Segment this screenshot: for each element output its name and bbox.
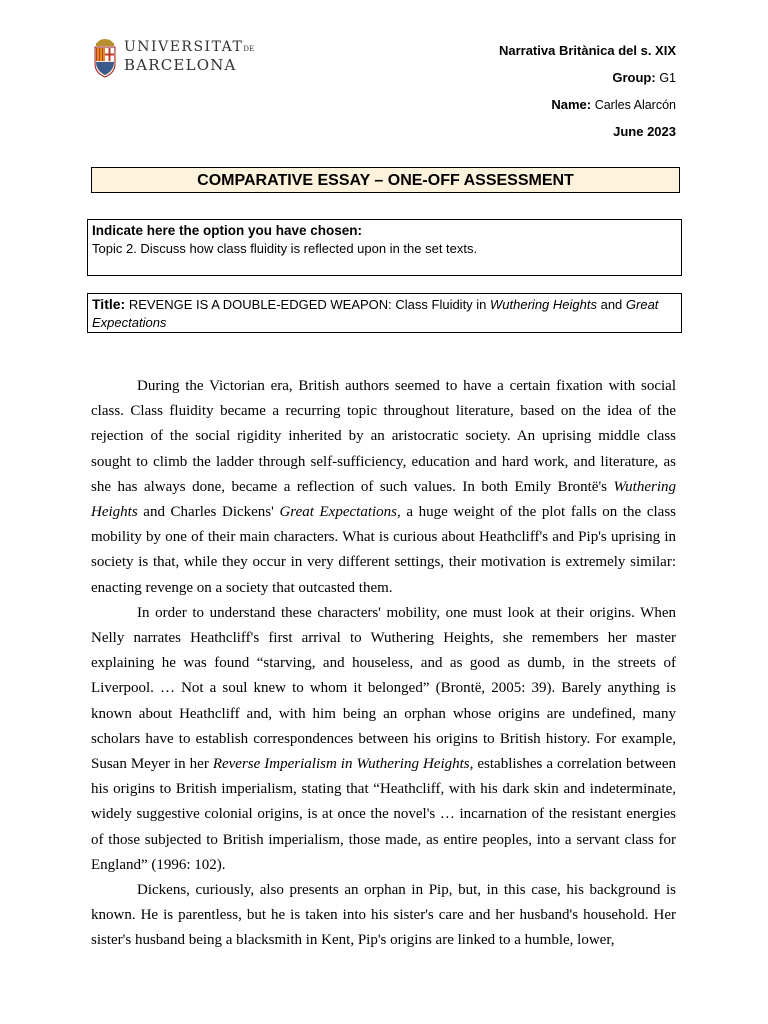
option-label: Indicate here the option you have chosen: xyxy=(92,223,363,238)
course-name: Narrativa Britànica del s. XIX xyxy=(498,43,676,58)
paragraph: Dickens, curiously, also presents an orphan in Pip, but, in this case, his background is known. He is parentless, but he is taken into his sister's care and her husband's household. Her sister's husband being a blacksmith in Kent, Pip's origins are linked to a humble, lower, xyxy=(91,882,676,949)
assessment-title: COMPARATIVE ESSAY – ONE-OFF ASSESSMENT xyxy=(91,167,680,193)
logo-university-text: UNIVERSITATDE xyxy=(124,39,255,55)
essay-title-box xyxy=(87,293,682,333)
logo-barcelona-text: BARCELONA xyxy=(124,56,237,74)
essay-title-text: REVENGE IS A DOUBLE-EDGED WEAPON: Class Fluidity in Wuthering Heights and Great Expectations xyxy=(92,297,659,330)
option-value: Topic 2. Discuss how class fluidity is reflected upon in the set texts. xyxy=(92,241,478,256)
university-logo xyxy=(92,38,255,80)
date-line: June 2023 xyxy=(613,124,676,139)
paragraph: In order to understand these characters' mobility, one must look at their origins. When Nelly narrates Heathcliff's first arrival to Wuthering Heights, she remembers her master explaining he was found “starving, and houseless, and as good as dumb, in the streets of Liverpool. … Not a soul knew to whom it belonged” (Brontë, 2005: 39). Barely anything is known about Heathcliff and, with him being an orphan whose origins are undefined, many scholars have to establish correspondences between his origins to British history. For example, Susan Meyer in her Reverse Imperialism in Wuthering Heights, establishes a correlation between his origins to British imperialism, stating that “Heathcliff, with his dark skin and indeterminate, widely suggestive colonial origins, is at once the novel's … incarnation of the resistant energies of those subjected to British imperialism, those made, as entire peoples, into a servant class for England” (1996: 102). xyxy=(91,604,676,873)
option-box xyxy=(87,219,682,276)
group-line: Group: G1 xyxy=(612,70,676,85)
name-line: Name: Carles Alarcón xyxy=(551,97,676,112)
essay-title-label: Title: xyxy=(92,296,126,312)
essay-body xyxy=(91,374,676,954)
university-crest-icon xyxy=(92,38,118,78)
paragraph: During the Victorian era, British authors seemed to have a certain fixation with social class. Class fluidity became a recurring topic throughout literature, based on the idea of the rejection of the social rigidity inherited by an aristocratic society. An uprising middle class sought to climb the ladder through self-sufficiency, education and hard work, and literature, as she has always done, became a reflection of such values. In both Emily Brontë's Wuthering Heights and Charles Dickens' Great Expectations, a huge weight of the plot falls on the class mobility by one of their main characters. What is curious about Heathcliff's and Pip's uprising in society is that, while they occur in very different settings, their motivation is extremely similar: enacting revenge on a society that outcasted them. xyxy=(91,378,676,596)
